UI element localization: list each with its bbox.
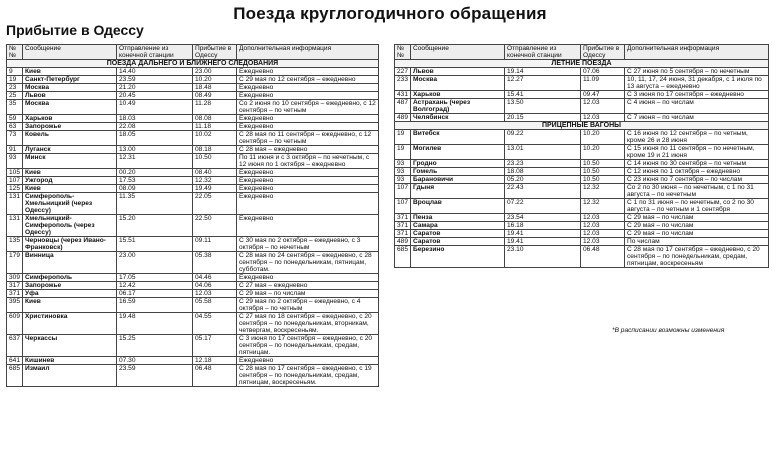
arrival-cell: 12.03 xyxy=(581,99,625,114)
col-info-header: Дополнительная информация xyxy=(625,45,769,60)
info-cell: Ежедневно xyxy=(237,274,379,282)
table-row xyxy=(7,237,379,252)
train-number-cell: 371 xyxy=(395,230,411,238)
departure-cell: 20.15 xyxy=(505,114,581,122)
info-cell: С 28 мая по 24 сентября – ежедневно, с 28 сентября – по понедельникам, пятницам, субботам. xyxy=(237,252,379,274)
arrival-cell: 12.03 xyxy=(581,114,625,122)
departure-cell: 21.20 xyxy=(117,84,193,92)
route-cell: Челябинск xyxy=(411,114,505,122)
departure-cell: 07.30 xyxy=(117,357,193,365)
train-number-cell: 487 xyxy=(395,99,411,114)
train-number-cell: 317 xyxy=(7,282,23,290)
info-cell: С 28 мая – ежедневно xyxy=(237,146,379,154)
departure-cell: 10.49 xyxy=(117,100,193,115)
train-number-cell: 489 xyxy=(395,238,411,246)
arrival-cell: 08.40 xyxy=(193,169,237,177)
arrival-cell: 06.48 xyxy=(193,365,237,387)
route-cell: Измаил xyxy=(23,365,117,387)
train-number-cell: 35 xyxy=(7,100,23,115)
departure-cell: 19.41 xyxy=(505,238,581,246)
route-cell: Черкассы xyxy=(23,335,117,357)
info-cell: Ежедневно xyxy=(237,92,379,100)
table-row xyxy=(7,252,379,274)
departure-cell: 15.25 xyxy=(117,335,193,357)
departure-cell: 23.59 xyxy=(117,365,193,387)
arrival-cell: 10.50 xyxy=(581,168,625,176)
table-row xyxy=(7,365,379,387)
schedule-note: *В расписании возможны изменения xyxy=(612,327,725,334)
col-route-header: Сообщение xyxy=(23,45,117,60)
arrival-cell: 05.58 xyxy=(193,298,237,313)
route-cell: Киев xyxy=(23,298,117,313)
departure-cell: 14.40 xyxy=(117,68,193,76)
route-cell: Самара xyxy=(411,222,505,230)
page-subtitle: Прибытие в Одессу xyxy=(6,22,144,38)
route-cell: Симферополь-Хмельницкий (через Одессу) xyxy=(23,193,117,215)
train-number-cell: 125 xyxy=(7,185,23,193)
arrival-cell: 22.50 xyxy=(193,215,237,237)
train-number-cell: 63 xyxy=(7,123,23,131)
table-row xyxy=(395,68,769,76)
departure-cell: 17.53 xyxy=(117,177,193,185)
departure-cell: 22.43 xyxy=(505,184,581,199)
arrival-cell: 11.18 xyxy=(193,123,237,131)
col-arrival-header: Прибытие в Одессу xyxy=(193,45,237,60)
col-departure-header: Отправление из конечной станции xyxy=(505,45,581,60)
table-row xyxy=(7,123,379,131)
arrival-cell: 12.03 xyxy=(193,290,237,298)
table-row xyxy=(7,274,379,282)
departure-cell: 08.09 xyxy=(117,185,193,193)
info-cell: С 14 июня по 30 сентября – по четным xyxy=(625,160,769,168)
info-cell: Ежедневно xyxy=(237,177,379,185)
table-row xyxy=(7,177,379,185)
table-row xyxy=(7,215,379,237)
table-row xyxy=(395,168,769,176)
table-row xyxy=(7,169,379,177)
info-cell: С 23 июня по 7 сентября – по числам xyxy=(625,176,769,184)
departure-cell: 16.18 xyxy=(505,222,581,230)
section-title: ПРИЦЕПНЫЕ ВАГОНЫ xyxy=(395,122,769,130)
arrival-cell: 05.17 xyxy=(193,335,237,357)
col-route-header: Сообщение xyxy=(411,45,505,60)
col-num-header: № № xyxy=(395,45,411,60)
train-number-cell: 685 xyxy=(7,365,23,387)
route-cell: Минск xyxy=(23,154,117,169)
train-number-cell: 489 xyxy=(395,114,411,122)
info-cell: С 3 июня по 17 сентября – ежедневно, с 20 сентября – по понедельникам, средам, пятницам. xyxy=(237,335,379,357)
table-row xyxy=(7,92,379,100)
table-row xyxy=(7,290,379,298)
table-row xyxy=(7,313,379,335)
departure-cell: 19.41 xyxy=(505,230,581,238)
train-number-cell: 641 xyxy=(7,357,23,365)
col-arrival-header: Прибытие в Одессу xyxy=(581,45,625,60)
departure-cell: 23.59 xyxy=(117,76,193,84)
departure-cell: 15.20 xyxy=(117,215,193,237)
section-title: ПОЕЗДА ДАЛЬНЕГО И БЛИЖНЕГО СЛЕДОВАНИЯ xyxy=(7,60,379,68)
train-number-cell: 371 xyxy=(395,222,411,230)
route-cell: Барановичи xyxy=(411,176,505,184)
info-cell: Ежедневно xyxy=(237,169,379,177)
table-row xyxy=(7,193,379,215)
departure-cell: 15.41 xyxy=(505,91,581,99)
departure-cell: 05.20 xyxy=(505,176,581,184)
train-number-cell: 233 xyxy=(395,76,411,91)
route-cell: Могилев xyxy=(411,145,505,160)
departure-cell: 00.20 xyxy=(117,169,193,177)
arrival-cell: 22.05 xyxy=(193,193,237,215)
route-cell: Киев xyxy=(23,68,117,76)
route-cell: Санкт-Петербург xyxy=(23,76,117,84)
right-schedule-table xyxy=(394,44,769,268)
info-cell: Ежедневно xyxy=(237,123,379,131)
train-number-cell: 431 xyxy=(395,91,411,99)
arrival-cell: 10.20 xyxy=(193,76,237,84)
departure-cell: 18.05 xyxy=(117,131,193,146)
info-cell: С 29 мая – по числам xyxy=(625,214,769,222)
route-cell: Хмельницкий-Симферополь (через Одессу) xyxy=(23,215,117,237)
train-number-cell: 59 xyxy=(7,115,23,123)
route-cell: Киев xyxy=(23,169,117,177)
route-cell: Саратов xyxy=(411,230,505,238)
route-cell: Вроцлав xyxy=(411,199,505,214)
section-header-row xyxy=(7,60,379,68)
route-cell: Березино xyxy=(411,246,505,268)
table-row xyxy=(395,145,769,160)
route-cell: Запорожье xyxy=(23,282,117,290)
departure-cell: 20.45 xyxy=(117,92,193,100)
train-number-cell: 93 xyxy=(7,154,23,169)
table-header-row xyxy=(7,45,379,60)
section-header-row xyxy=(395,60,769,68)
table-row xyxy=(7,131,379,146)
info-cell: С 29 мая – по числам xyxy=(625,230,769,238)
route-cell: Москва xyxy=(23,84,117,92)
page-title: Поезда круглогодичного обращения xyxy=(233,4,547,23)
departure-cell: 23.10 xyxy=(505,246,581,268)
departure-cell: 12.31 xyxy=(117,154,193,169)
train-number-cell: 135 xyxy=(7,237,23,252)
info-cell: Со 2 по 30 июня – по нечетным, с 1 по 31 августа – по нечетным xyxy=(625,184,769,199)
arrival-cell: 08.49 xyxy=(193,92,237,100)
departure-cell: 12.42 xyxy=(117,282,193,290)
route-cell: Гомель xyxy=(411,168,505,176)
col-info-header: Дополнительная информация xyxy=(237,45,379,60)
arrival-cell: 12.18 xyxy=(193,357,237,365)
route-cell: Луганск xyxy=(23,146,117,154)
departure-cell: 15.51 xyxy=(117,237,193,252)
arrival-cell: 09.47 xyxy=(581,91,625,99)
departure-cell: 16.59 xyxy=(117,298,193,313)
train-number-cell: 371 xyxy=(7,290,23,298)
arrival-cell: 08.08 xyxy=(193,115,237,123)
info-cell: С 30 мая по 2 октября – ежедневно, с 3 октября – по нечетным xyxy=(237,237,379,252)
col-departure-header: Отправление из конечной станции xyxy=(117,45,193,60)
route-cell: Киев xyxy=(23,185,117,193)
table-row xyxy=(7,68,379,76)
arrival-cell: 19.49 xyxy=(193,185,237,193)
train-number-cell: 107 xyxy=(395,199,411,214)
train-number-cell: 93 xyxy=(395,176,411,184)
table-row xyxy=(7,84,379,92)
arrival-cell: 04.46 xyxy=(193,274,237,282)
table-row xyxy=(395,176,769,184)
route-cell: Саратов xyxy=(411,238,505,246)
train-number-cell: 19 xyxy=(395,145,411,160)
table-row xyxy=(7,146,379,154)
departure-cell: 13.50 xyxy=(505,99,581,114)
train-number-cell: 131 xyxy=(7,193,23,215)
table-row xyxy=(395,246,769,268)
route-cell: Харьков xyxy=(23,115,117,123)
table-header-row xyxy=(395,45,769,60)
table-row xyxy=(7,115,379,123)
table-row xyxy=(395,99,769,114)
info-cell: Ежедневно xyxy=(237,84,379,92)
info-cell: С 29 мая по 2 октября – ежедневно, с 4 октября – по четным xyxy=(237,298,379,313)
arrival-cell: 08.18 xyxy=(193,146,237,154)
info-cell: С 3 июня по 17 сентября – ежедневно xyxy=(625,91,769,99)
arrival-cell: 11.09 xyxy=(581,76,625,91)
arrival-cell: 18.48 xyxy=(193,84,237,92)
table-row xyxy=(395,184,769,199)
table-row xyxy=(395,91,769,99)
table-row xyxy=(7,298,379,313)
train-number-cell: 25 xyxy=(7,92,23,100)
arrival-cell: 04.55 xyxy=(193,313,237,335)
train-number-cell: 179 xyxy=(7,252,23,274)
train-number-cell: 637 xyxy=(7,335,23,357)
table-row xyxy=(395,214,769,222)
table-row xyxy=(7,154,379,169)
route-cell: Гродно xyxy=(411,160,505,168)
departure-cell: 17.05 xyxy=(117,274,193,282)
route-cell: Ковель xyxy=(23,131,117,146)
train-number-cell: 93 xyxy=(395,160,411,168)
arrival-cell: 11.28 xyxy=(193,100,237,115)
info-cell: С 16 июня по 12 сентября – по четным, кроме 26 и 28 июня xyxy=(625,130,769,145)
route-cell: Львов xyxy=(411,68,505,76)
departure-cell: 18.03 xyxy=(117,115,193,123)
table-row xyxy=(7,357,379,365)
table-row xyxy=(395,199,769,214)
departure-cell: 13.01 xyxy=(505,145,581,160)
info-cell: С 29 мая по 12 сентября – ежедневно xyxy=(237,76,379,84)
route-cell: Уфа xyxy=(23,290,117,298)
info-cell: С 12 июня по 1 октября – ежедневно xyxy=(625,168,769,176)
info-cell: Ежедневно xyxy=(237,185,379,193)
col-num-header: № № xyxy=(7,45,23,60)
arrival-cell: 12.32 xyxy=(581,199,625,214)
table-row xyxy=(395,160,769,168)
route-cell: Винница xyxy=(23,252,117,274)
train-number-cell: 395 xyxy=(7,298,23,313)
arrival-cell: 12.03 xyxy=(581,230,625,238)
arrival-cell: 12.03 xyxy=(581,222,625,230)
train-number-cell: 609 xyxy=(7,313,23,335)
arrival-cell: 10.02 xyxy=(193,131,237,146)
train-number-cell: 107 xyxy=(395,184,411,199)
info-cell: Ежедневно xyxy=(237,215,379,237)
table-row xyxy=(395,76,769,91)
train-number-cell: 19 xyxy=(7,76,23,84)
departure-cell: 19.14 xyxy=(505,68,581,76)
arrival-cell: 04.06 xyxy=(193,282,237,290)
arrival-cell: 12.32 xyxy=(193,177,237,185)
departure-cell: 13.00 xyxy=(117,146,193,154)
arrival-cell: 07.06 xyxy=(581,68,625,76)
info-cell: С 28 мая по 11 сентября – ежедневно, с 12 сентября – по четным xyxy=(237,131,379,146)
train-number-cell: 105 xyxy=(7,169,23,177)
info-cell: Ежедневно xyxy=(237,193,379,215)
arrival-cell: 12.03 xyxy=(581,238,625,246)
arrival-cell: 10.50 xyxy=(193,154,237,169)
departure-cell: 22.08 xyxy=(117,123,193,131)
train-number-cell: 685 xyxy=(395,246,411,268)
route-cell: Ужгород xyxy=(23,177,117,185)
info-cell: С 29 мая – по числам xyxy=(625,222,769,230)
departure-cell: 19.48 xyxy=(117,313,193,335)
departure-cell: 06.17 xyxy=(117,290,193,298)
info-cell: По 11 июня и с 3 октября – по нечетным, с 12 июня по 1 октября – ежедневно xyxy=(237,154,379,169)
info-cell: С 29 мая – по числам xyxy=(237,290,379,298)
info-cell: Со 2 июня по 10 сентября – ежедневно, с 12 сентября – по четным xyxy=(237,100,379,115)
departure-cell: 23.00 xyxy=(117,252,193,274)
arrival-cell: 10.50 xyxy=(581,160,625,168)
route-cell: Харьков xyxy=(411,91,505,99)
departure-cell: 09.22 xyxy=(505,130,581,145)
route-cell: Симферополь xyxy=(23,274,117,282)
departure-cell: 11.35 xyxy=(117,193,193,215)
route-cell: Запорожье xyxy=(23,123,117,131)
arrival-cell: 12.32 xyxy=(581,184,625,199)
route-cell: Христиновка xyxy=(23,313,117,335)
arrival-cell: 10.50 xyxy=(581,176,625,184)
table-row xyxy=(395,230,769,238)
table-row xyxy=(395,114,769,122)
section-title: ЛЕТНИЕ ПОЕЗДА xyxy=(395,60,769,68)
route-cell: Кишинев xyxy=(23,357,117,365)
train-number-cell: 131 xyxy=(7,215,23,237)
info-cell: По числам xyxy=(625,238,769,246)
arrival-cell: 10.20 xyxy=(581,130,625,145)
info-cell: С 27 июня по 5 сентября – по нечетным xyxy=(625,68,769,76)
train-number-cell: 309 xyxy=(7,274,23,282)
departure-cell: 18.08 xyxy=(505,168,581,176)
info-cell: С 1 по 31 июня – по нечетным, со 2 по 30 августа – по четным и 1 сентября xyxy=(625,199,769,214)
departure-cell: 23.54 xyxy=(505,214,581,222)
info-cell: Ежедневно xyxy=(237,68,379,76)
train-number-cell: 23 xyxy=(7,84,23,92)
info-cell: Ежедневно xyxy=(237,115,379,123)
route-cell: Львов xyxy=(23,92,117,100)
train-number-cell: 93 xyxy=(395,168,411,176)
table-row xyxy=(7,76,379,84)
departure-cell: 07.22 xyxy=(505,199,581,214)
arrival-cell: 09.11 xyxy=(193,237,237,252)
train-number-cell: 19 xyxy=(395,130,411,145)
route-cell: Витебск xyxy=(411,130,505,145)
arrival-cell: 05.38 xyxy=(193,252,237,274)
train-number-cell: 107 xyxy=(7,177,23,185)
train-number-cell: 73 xyxy=(7,131,23,146)
route-cell: Москва xyxy=(23,100,117,115)
train-number-cell: 371 xyxy=(395,214,411,222)
left-schedule-table xyxy=(6,44,379,387)
route-cell: Астрахань (через Волгоград) xyxy=(411,99,505,114)
table-row xyxy=(395,238,769,246)
route-cell: Гдыня xyxy=(411,184,505,199)
arrival-cell: 10.20 xyxy=(581,145,625,160)
info-cell: С 15 июня по 11 сентября – по нечетным, кроме 19 и 21 июня xyxy=(625,145,769,160)
info-cell: С 28 мая по 17 сентября – ежедневно, с 19 сентября – по понедельникам, средам, пятницам, воскресеньям. xyxy=(237,365,379,387)
info-cell: С 7 июня – по числам xyxy=(625,114,769,122)
arrival-cell: 12.03 xyxy=(581,214,625,222)
table-row xyxy=(395,222,769,230)
departure-cell: 12.27 xyxy=(505,76,581,91)
train-number-cell: 91 xyxy=(7,146,23,154)
info-cell: С 28 мая по 17 сентября – ежедневно, с 20 сентября – по понедельникам, средам, пятницам, воскресеньям xyxy=(625,246,769,268)
info-cell: Ежедневно xyxy=(237,357,379,365)
table-row xyxy=(7,185,379,193)
table-row xyxy=(7,100,379,115)
route-cell: Черновцы (через Ивано-Франковск) xyxy=(23,237,117,252)
route-cell: Москва xyxy=(411,76,505,91)
info-cell: С 27 мая – ежедневно xyxy=(237,282,379,290)
section-header-row xyxy=(395,122,769,130)
table-row xyxy=(395,130,769,145)
train-number-cell: 227 xyxy=(395,68,411,76)
departure-cell: 23.23 xyxy=(505,160,581,168)
info-cell: 10, 11, 17, 24 июня, 31 декабря, с 1 июля по 13 августа – ежедневно xyxy=(625,76,769,91)
route-cell: Пенза xyxy=(411,214,505,222)
train-number-cell: 9 xyxy=(7,68,23,76)
table-row xyxy=(7,282,379,290)
info-cell: С 4 июня – по числам xyxy=(625,99,769,114)
arrival-cell: 23.00 xyxy=(193,68,237,76)
info-cell: С 27 мая по 18 сентября – ежедневно, с 20 сентября – по понедельникам, вторникам, четвергам, воскресеньям. xyxy=(237,313,379,335)
table-row xyxy=(7,335,379,357)
arrival-cell: 06.48 xyxy=(581,246,625,268)
